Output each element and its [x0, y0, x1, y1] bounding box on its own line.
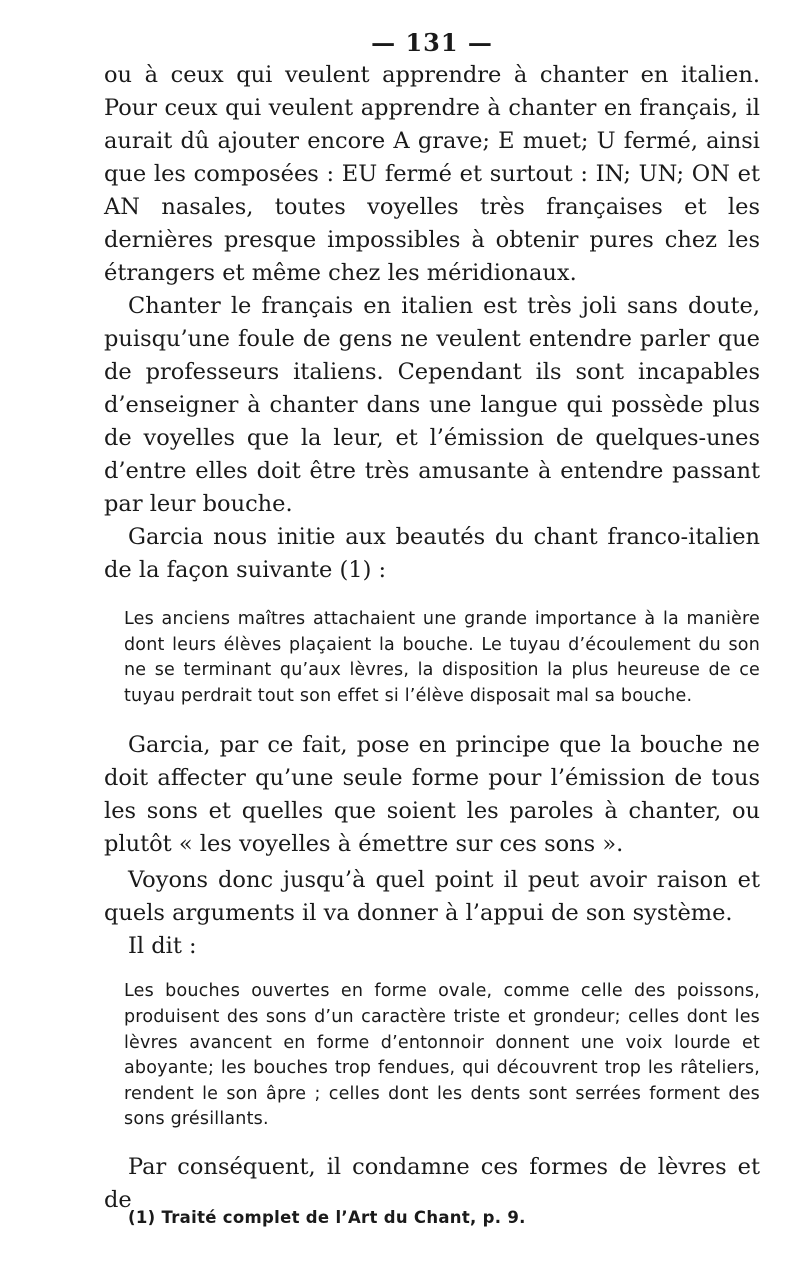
paragraph: ou à ceux qui veulent apprendre à chanter en italien. Pour ceux qui veulent apprendre à chanter en français, il aurait dû ajouter encore A grave; E muet; U fermé, ainsi que les composées : EU fermé et surtout : IN; UN; ON et AN nasales, toutes voyelles très françaises et les dernières presque impossibles à obtenir pures chez les étrangers et même chez les méridionaux.	[104, 62, 760, 286]
footnote: (1) Traité complet de l’Art du Chant, p. 9.	[128, 1208, 526, 1227]
block-quote: Les bouches ouvertes en forme ovale, comme celle des poissons, produisent des sons d’un caractère triste et grondeur; celles dont les lèvres avancent en forme d’entonnoir donnent une voix lourde et aboyante; les bouches trop fendues, qui découvrent trop les râteliers, rendent le son âpre ; celles dont les dents sont serrées forment des sons grésillants.	[124, 981, 760, 1130]
paragraph: Garcia, par ce fait, pose en principe que la bouche ne doit affecter qu’une seule forme pour l’émission de tous les sons et quelles que soient les paroles à chanter, ou plutôt « les voyelles à émettre sur ces sons ».	[104, 732, 760, 858]
paragraph: Il dit :	[128, 933, 197, 960]
paragraph: Par conséquent, il condamne ces formes de lèvres et de	[104, 1153, 760, 1213]
paragraph: Garcia nous initie aux beautés du chant franco-italien de la façon suivante (1) :	[104, 524, 760, 583]
page-number: — 131 —	[371, 28, 493, 57]
paragraph: Voyons donc jusqu’à quel point il peut avoir raison et quels arguments il va donner à l’appui de son système.	[104, 867, 760, 927]
block-quote: Les anciens maîtres attachaient une grande importance à la manière dont leurs élèves plaçaient la bouche. Le tuyau d’écoulement du son ne se terminant qu’aux lèvres, la disposition la plus heureuse de ce tuyau perdrait tout son effet si l’élève disposait mal sa bouche.	[124, 609, 760, 706]
paragraph: Chanter le français en italien est très joli sans doute, puisqu’une foule de gens ne veulent entendre parler que de professeurs italiens. Cependant ils sont incapables d’enseigner à chanter dans une langue qui possède plus de voyelles que la leur, et l’émission de quelques-unes d’entre elles doit être très amusante à entendre passant par leur bouche.	[104, 293, 760, 517]
